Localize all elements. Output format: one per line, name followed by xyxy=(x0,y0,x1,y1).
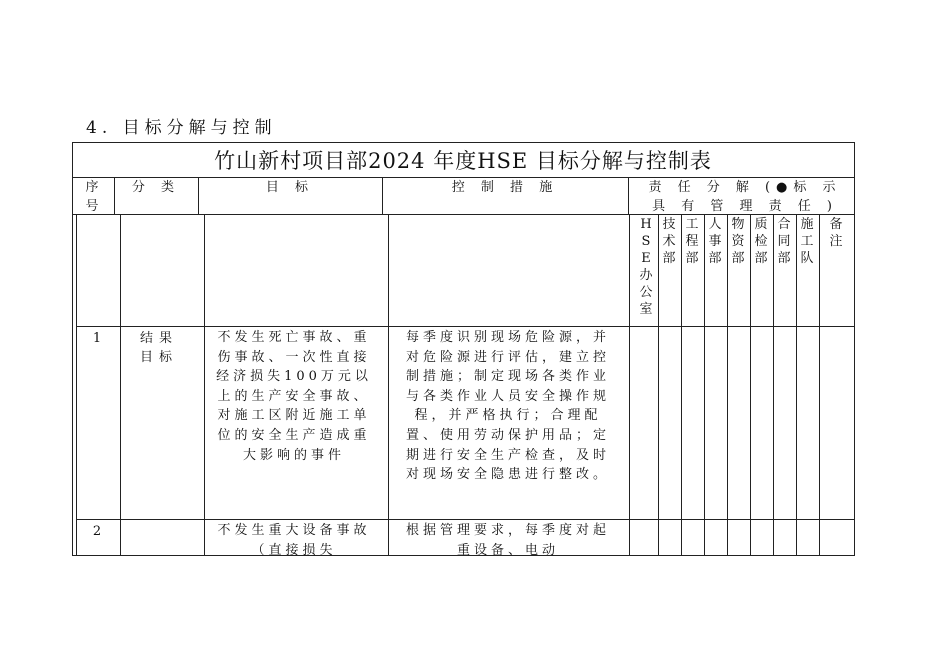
row-1-category: 结果目标 xyxy=(139,331,178,365)
header-category: 分 类 xyxy=(131,180,181,195)
dept-engineering: 工 程 部 xyxy=(685,217,699,266)
header-measures: 控 制 措 施 xyxy=(451,180,559,195)
row-2-no: 2 xyxy=(92,524,102,539)
section-heading: 4. 目标分解与控制 xyxy=(86,118,277,138)
dept-hse-office: H S E 办 公 室 xyxy=(639,217,653,317)
dept-quality: 质 检 部 xyxy=(754,217,768,266)
row-2-measures: 根据管理要求，每季度对起重设备、电动 xyxy=(405,523,610,557)
dept-personnel: 人 事 部 xyxy=(708,217,722,266)
row-1-target: 不发生死亡事故、重伤事故、一次性直接经济损失100万元以上的生产安全事故、对施工区附近施工单位的安全生产造成重大影响的事件 xyxy=(216,330,372,463)
dept-contract: 合 同 部 xyxy=(777,217,791,266)
row-1-no: 1 xyxy=(92,331,102,346)
header-responsibility: 责 任 分 解 (●标 示 具 有 管 理 责 任 ) xyxy=(648,180,842,214)
row-2-target: 不发生重大设备事故（直接损失 xyxy=(217,523,371,557)
dept-remarks: 备 注 xyxy=(829,217,843,249)
dept-construction-team: 施 工 队 xyxy=(800,217,814,266)
dept-technical: 技 术 部 xyxy=(662,217,676,266)
row-1-measures: 每季度识别现场危险源，并对危险源进行评估，建立控制措施；制定现场各类作业与各类作业人员安全操作规程，并严格执行；合理配置、使用劳动保护用品；定期进行安全生产检查，及时对现场安全隐患进行整改。 xyxy=(405,330,610,483)
dept-materials: 物 资 部 xyxy=(731,217,745,266)
header-target: 目 标 xyxy=(265,180,315,195)
header-seq: 序号 xyxy=(85,180,99,214)
table-title: 竹山新村项目部2024 年度HSE 目标分解与控制表 xyxy=(214,149,712,173)
